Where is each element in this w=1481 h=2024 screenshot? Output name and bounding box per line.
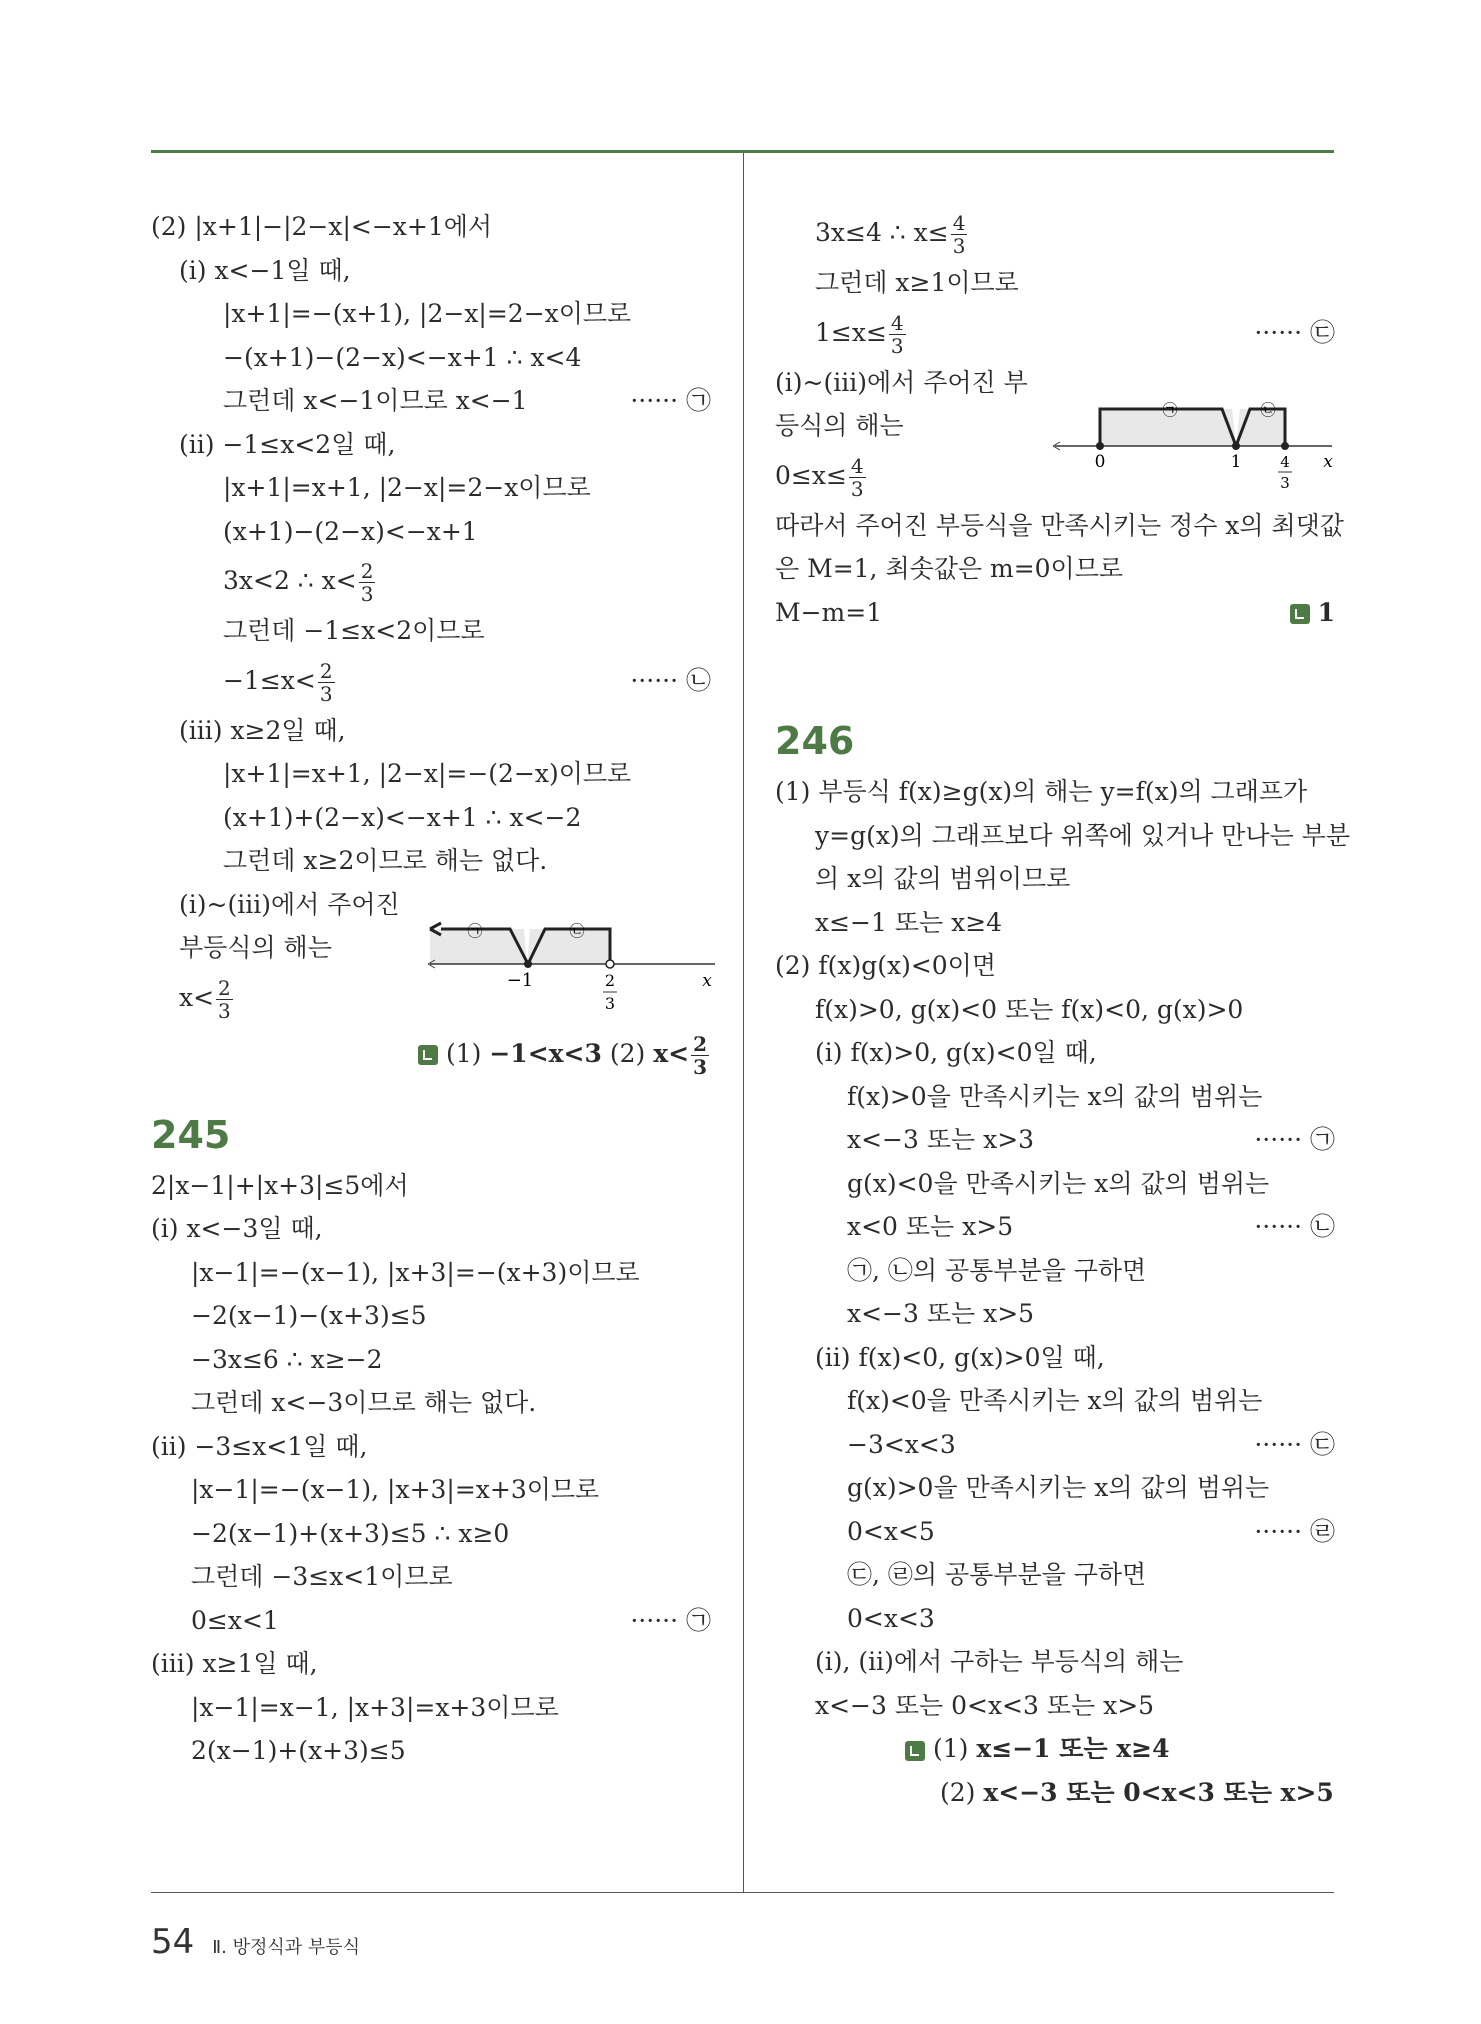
- numerator: 2: [360, 559, 374, 583]
- summary-line: 부등식의 해는: [179, 933, 332, 962]
- problem-part-2-heading: (2) |x+1|−|2−x|<−x+1에서: [151, 212, 493, 241]
- answer-value: 1: [1317, 597, 1335, 627]
- case-1-line: ㉠, ㉡의 공통부분을 구하면: [847, 1255, 1147, 1285]
- case-1-line: −(x+1)−(2−x)<−x+1 ∴ x<4: [223, 342, 582, 372]
- inequality-text: 0≤x<1: [191, 1605, 279, 1635]
- closed-point: [524, 960, 532, 968]
- number-line-diagram: [425, 912, 720, 1027]
- axis-label: x: [1323, 452, 1333, 472]
- case-1-line: x<−3 또는 x>5: [847, 1299, 1035, 1328]
- case-1-line: [775, 1205, 1335, 1249]
- case-2-line: [151, 653, 711, 709]
- answer-246-1: [775, 1727, 1335, 1771]
- column-divider: [743, 153, 744, 1893]
- conclusion-line: [775, 591, 1335, 635]
- part-1-line: y=g(x)의 그래프보다 위쪽에 있거나 만나는 부분: [815, 820, 1350, 850]
- inequality-text: 0≤x≤: [775, 460, 847, 490]
- denominator: 3: [850, 476, 864, 501]
- region-label: ㉡: [569, 922, 585, 940]
- inequality-text: x<−3 또는 x>3: [847, 1125, 1035, 1154]
- answer-label: (2): [940, 1777, 984, 1807]
- inequality-text: x<0 또는 x>5: [847, 1212, 1014, 1241]
- answer-value: x<−3 또는 0<x<3 또는 x>5: [983, 1777, 1334, 1807]
- part-2-heading: (2) f(x)g(x)<0이면: [775, 951, 996, 980]
- case-1-line: g(x)<0을 만족시키는 x의 값의 범위는: [847, 1168, 1270, 1198]
- numerator: 2: [319, 658, 333, 683]
- case-2-line: [775, 1510, 1335, 1554]
- summary-line: x<−3 또는 0<x<3 또는 x>5: [815, 1690, 1155, 1720]
- case-3-line: |x+1|=x+1, |2−x|=−(2−x)이므로: [223, 759, 632, 788]
- chapter-title: Ⅱ. 방정식과 부등식: [212, 1937, 361, 1958]
- answer-value: −1<x<3: [489, 1038, 602, 1068]
- case-1-heading: (i) x<−3일 때,: [151, 1214, 323, 1243]
- page-footer: [151, 1922, 360, 1962]
- case-2-line: [775, 1423, 1335, 1467]
- case-3-heading: (iii) x≥1일 때,: [151, 1649, 318, 1678]
- tick-label: 3: [604, 994, 616, 1013]
- number-line-diagram: [1050, 393, 1340, 503]
- label-marker: ······ ㉠: [630, 386, 711, 415]
- fraction: [318, 660, 335, 705]
- case-2-line: ㉢, ㉣의 공통부분을 구하면: [847, 1560, 1147, 1589]
- page-number: 54: [151, 1922, 195, 1962]
- case-1-line: [151, 379, 711, 423]
- case-2-heading: (ii) −1≤x<2일 때,: [179, 429, 396, 459]
- inequality-text: 1≤x≤: [815, 317, 887, 347]
- closed-point: [1281, 442, 1289, 450]
- tick-label: 2: [604, 971, 616, 990]
- numerator: 4: [850, 453, 864, 478]
- axis-label: x: [702, 971, 712, 991]
- summary-line: (i)~(iii)에서 주어진: [179, 889, 400, 919]
- case-1-line: [775, 1118, 1335, 1162]
- label-marker: ······ ㉢: [1254, 1429, 1335, 1459]
- case-2-line: g(x)>0을 만족시키는 x의 값의 범위는: [847, 1473, 1270, 1502]
- denominator: 3: [218, 998, 231, 1023]
- problem-number: 245: [151, 1112, 231, 1157]
- case-2-line: |x+1|=x+1, |2−x|=2−x이므로: [223, 473, 591, 502]
- region-label: ㉡: [1260, 401, 1276, 419]
- inequality-text: 3x<2 ∴ x<: [223, 566, 357, 595]
- part-2-line: f(x)>0, g(x)<0 또는 f(x)<0, g(x)>0: [815, 994, 1244, 1024]
- answer-icon: [418, 1045, 438, 1065]
- case-2-heading: (ii) f(x)<0, g(x)>0일 때,: [815, 1342, 1105, 1372]
- part-1-line: (1) 부등식 f(x)≥g(x)의 해는 y=f(x)의 그래프가: [775, 777, 1308, 806]
- answer-label: (1): [933, 1734, 977, 1763]
- inequality-text: x<: [179, 982, 215, 1012]
- case-1-line: f(x)>0을 만족시키는 x의 값의 범위는: [847, 1081, 1263, 1111]
- case-2-line: f(x)<0을 만족시키는 x의 값의 범위는: [847, 1386, 1263, 1415]
- label-marker: ······ ㉣: [1254, 1516, 1335, 1546]
- case-3-line: 그런데 x≥2이므로 해는 없다.: [223, 846, 548, 875]
- tick-label: 0: [1094, 452, 1106, 472]
- case-1-heading: (i) f(x)>0, g(x)<0일 때,: [815, 1038, 1097, 1067]
- answer-icon: [1290, 604, 1310, 624]
- case-3-heading: (iii) x≥2일 때,: [179, 715, 346, 745]
- fraction: [951, 212, 968, 257]
- fraction: [691, 1033, 709, 1078]
- conclusion-line: 은 M=1, 최솟값은 m=0이므로: [775, 554, 1123, 583]
- denominator: 3: [693, 1054, 707, 1079]
- case-3-line: 2(x−1)+(x+3)≤5: [191, 1736, 406, 1765]
- case-2-heading: (ii) −3≤x<1일 때,: [151, 1431, 368, 1461]
- case-2-line: [151, 1599, 711, 1643]
- bottom-rule: [151, 1892, 1334, 1893]
- answer-label: (1): [446, 1038, 490, 1068]
- closed-point: [1096, 442, 1104, 450]
- case-3-line: |x−1|=x−1, |x+3|=x+3이므로: [191, 1692, 559, 1722]
- case-1-line: 그런데 x<−3이므로 해는 없다.: [191, 1388, 537, 1417]
- case-2-line: −2(x−1)+(x+3)≤5 ∴ x≥0: [191, 1518, 510, 1548]
- answer-value: x≤−1 또는 x≥4: [976, 1734, 1170, 1763]
- summary-line: 등식의 해는: [775, 411, 904, 440]
- answer-244: [151, 1026, 711, 1082]
- case-1-line: −3x≤6 ∴ x≥−2: [191, 1344, 383, 1374]
- label-marker: ······ ㉡: [1254, 1212, 1335, 1241]
- denominator: 3: [360, 582, 374, 606]
- case-2-line: 그런데 −1≤x<2이므로: [223, 616, 485, 645]
- answer-label: (2): [601, 1038, 654, 1068]
- answer-icon: [905, 1741, 925, 1761]
- arrow-head-icon: [430, 923, 441, 929]
- case-2-line: [151, 553, 711, 609]
- numerator: 4: [890, 310, 904, 335]
- answer-245: [1290, 591, 1335, 635]
- label-marker: ······ ㉢: [1254, 317, 1335, 347]
- fraction: [849, 455, 866, 500]
- tick-label: 4: [1280, 453, 1290, 471]
- numerator: 2: [693, 1031, 707, 1056]
- case-2-line: |x−1|=−(x−1), |x+3|=x+3이므로: [191, 1475, 600, 1504]
- tick-label: 3: [1280, 474, 1290, 492]
- inequality-text: 3x≤4 ∴ x≤: [815, 218, 949, 247]
- answer-value: x<: [653, 1038, 690, 1068]
- case-1-line: −2(x−1)−(x+3)≤5: [191, 1301, 427, 1330]
- conclusion-line: 따라서 주어진 부등식을 만족시키는 정수 x의 최댓값: [775, 510, 1344, 540]
- case-3-line: (x+1)+(2−x)<−x+1 ∴ x<−2: [223, 802, 582, 832]
- case-1-heading: (i) x<−1일 때,: [179, 255, 351, 285]
- case-1-result: 그런데 x<−1이므로 x<−1: [223, 386, 528, 415]
- case-2-line: (x+1)−(2−x)<−x+1: [223, 516, 478, 546]
- fraction: [889, 312, 906, 357]
- case-1-line: |x+1|=−(x+1), |2−x|=2−x이므로: [223, 299, 632, 328]
- label-marker: ······ ㉡: [630, 665, 711, 695]
- inequality-text: −3<x<3: [847, 1429, 956, 1459]
- continued-line: [775, 305, 1335, 361]
- denominator: 3: [952, 234, 966, 258]
- conclusion-value: M−m=1: [775, 597, 883, 627]
- part-1-line: x≤−1 또는 x≥4: [815, 907, 1003, 937]
- inequality-text: 0<x<5: [847, 1516, 935, 1546]
- answer-246-2: [775, 1771, 1335, 1815]
- case-1-line: |x−1|=−(x−1), |x+3|=−(x+3)이므로: [191, 1257, 640, 1287]
- region-label: ㉠: [1162, 401, 1178, 419]
- fraction: [216, 977, 233, 1022]
- tick-label: 1: [1230, 452, 1242, 472]
- case-2-line: 그런데 −3≤x<1이므로: [191, 1562, 453, 1591]
- region-label: ㉠: [467, 922, 483, 940]
- fraction: [359, 560, 376, 605]
- inequality-text: −1≤x<: [223, 665, 316, 695]
- summary-line: (i), (ii)에서 구하는 부등식의 해는: [815, 1647, 1184, 1676]
- case-2-line: 0<x<3: [847, 1603, 935, 1633]
- continued-line: 그런데 x≥1이므로: [815, 268, 1019, 297]
- summary-line: (i)~(iii)에서 주어진 부: [775, 367, 1028, 397]
- numerator: 4: [952, 211, 966, 235]
- tick-label: −1: [506, 970, 534, 991]
- shaded-region: [1100, 409, 1285, 446]
- open-point: [606, 960, 614, 968]
- continued-line: [775, 205, 1335, 261]
- problem-number: 246: [775, 719, 855, 763]
- denominator: 3: [890, 333, 904, 358]
- label-marker: ······ ㉠: [630, 1605, 711, 1635]
- problem-statement: 2|x−1|+|x+3|≤5에서: [151, 1170, 409, 1200]
- closed-point: [1232, 442, 1240, 450]
- part-1-line: 의 x의 값의 범위이므로: [815, 864, 1071, 893]
- denominator: 3: [319, 681, 333, 706]
- numerator: 2: [218, 975, 231, 1000]
- label-marker: ······ ㉠: [1254, 1125, 1335, 1154]
